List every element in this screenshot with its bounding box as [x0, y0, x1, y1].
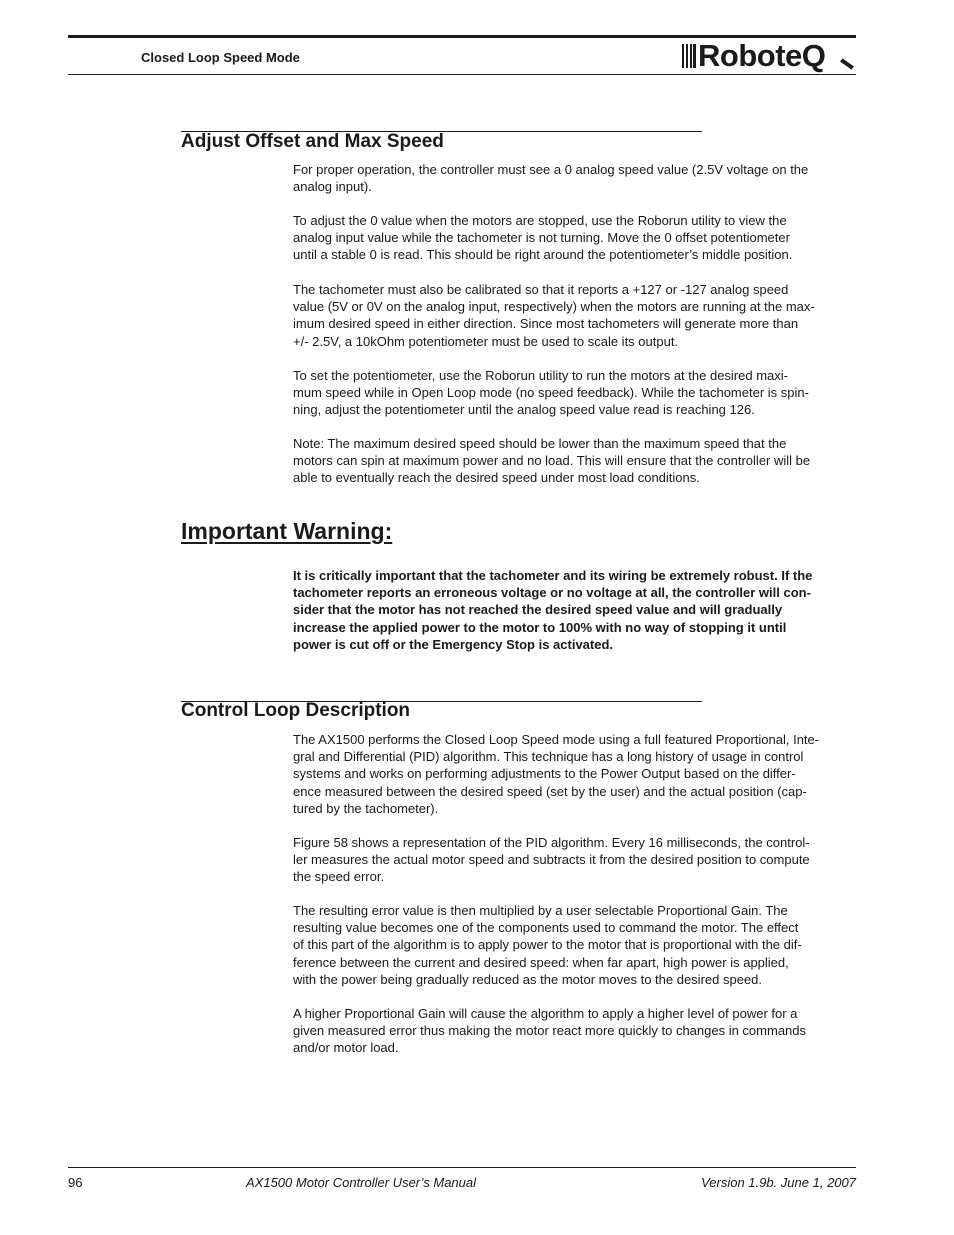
- heading-adjust-offset: Adjust Offset and Max Speed: [181, 131, 444, 152]
- paragraph-control-1: The AX1500 performs the Closed Loop Speed mode using a full featured Proportional, Inte- gral and Differential (PID) algorithm. This technique has a long history of usage in control systems and works on performing adjustments to the Power Output based on the differ- ence measured between the desired speed (set by the user) and the actual position (cap- tured by the tachometer).: [293, 732, 820, 816]
- footer-manual-title: AX1500 Motor Controller User’s Manual: [246, 1175, 477, 1190]
- running-header-title: Closed Loop Speed Mode: [141, 50, 300, 65]
- heading-important-warning: Important Warning:: [181, 518, 393, 544]
- paragraph-adjust-5: Note: The maximum desired speed should be lower than the maximum speed that the motors can spin at maximum power and no load. This will ensure that the controller will be able to eventually reach the desired speed under most load conditions.: [293, 436, 811, 486]
- paragraph-adjust-2: To adjust the 0 value when the motors are stopped, use the Roborun utility to view the analog input value while the tachometer is not turning. Move the 0 offset potentiometer until a stable 0 is read. This should be right around the potentiometer’s middle position.: [293, 213, 793, 263]
- header-bottom-rule: [68, 74, 856, 75]
- footer-version: Version 1.9b. June 1, 2007: [701, 1175, 856, 1190]
- roboteq-logo: [682, 40, 856, 74]
- paragraph-control-3: The resulting error value is then multiplied by a user selectable Proportional Gain. The resulting value becomes one of the components used to command the motor. The effect of this part of the algorithm is to apply power to the motor that is proportional with the dif- ference between the current and desired speed: when far apart, high power is applied, with the power being gradually reduced as the motor moves to the desired speed.: [293, 903, 802, 987]
- logo-q-tail-icon: [840, 58, 854, 69]
- paragraph-adjust-1: For proper operation, the controller must see a 0 analog speed value (2.5V voltage on the analog input).: [293, 162, 809, 195]
- footer-rule: [68, 1167, 856, 1168]
- paragraph-control-2: Figure 58 shows a representation of the PID algorithm. Every 16 milliseconds, the control- ler measures the actual motor speed and subtracts it from the desired position to compute the speed error.: [293, 835, 810, 885]
- paragraph-adjust-4: To set the potentiometer, use the Roborun utility to run the motors at the desired maxi- mum speed while in Open Loop mode (no speed feedback). While the tachometer is spin- ning, adjust the potentiometer until the analog speed value read is reaching 126.: [293, 368, 809, 418]
- footer-page-number: 96: [68, 1175, 83, 1190]
- logo-wordmark: RoboteQ: [698, 38, 826, 73]
- paragraph-adjust-3: The tachometer must also be calibrated so that it reports a +127 or -127 analog speed value (5V or 0V on the analog input, respectively) when the motors are running at the max- imum desired speed in either direction. Since most tachometers will generate more than +/- 2.5V, a 10kOhm potentiometer must be used to scale its output.: [293, 282, 815, 349]
- logo-bars-icon: [682, 44, 696, 68]
- paragraph-warning: It is critically important that the tachometer and its wiring be extremely robust. If the tachometer reports an erroneous voltage or no voltage at all, the controller will con- sider that the motor has not reached the desired speed value and will gradually increase the applied power to the motor to 100% with no way of stopping it until power is cut off or the Emergency Stop is activated.: [293, 568, 813, 652]
- paragraph-control-4: A higher Proportional Gain will cause the algorithm to apply a higher level of power for a given measured error thus making the motor react more quickly to changes in commands and/or motor load.: [293, 1006, 807, 1056]
- heading-control-loop: Control Loop Description: [181, 700, 411, 721]
